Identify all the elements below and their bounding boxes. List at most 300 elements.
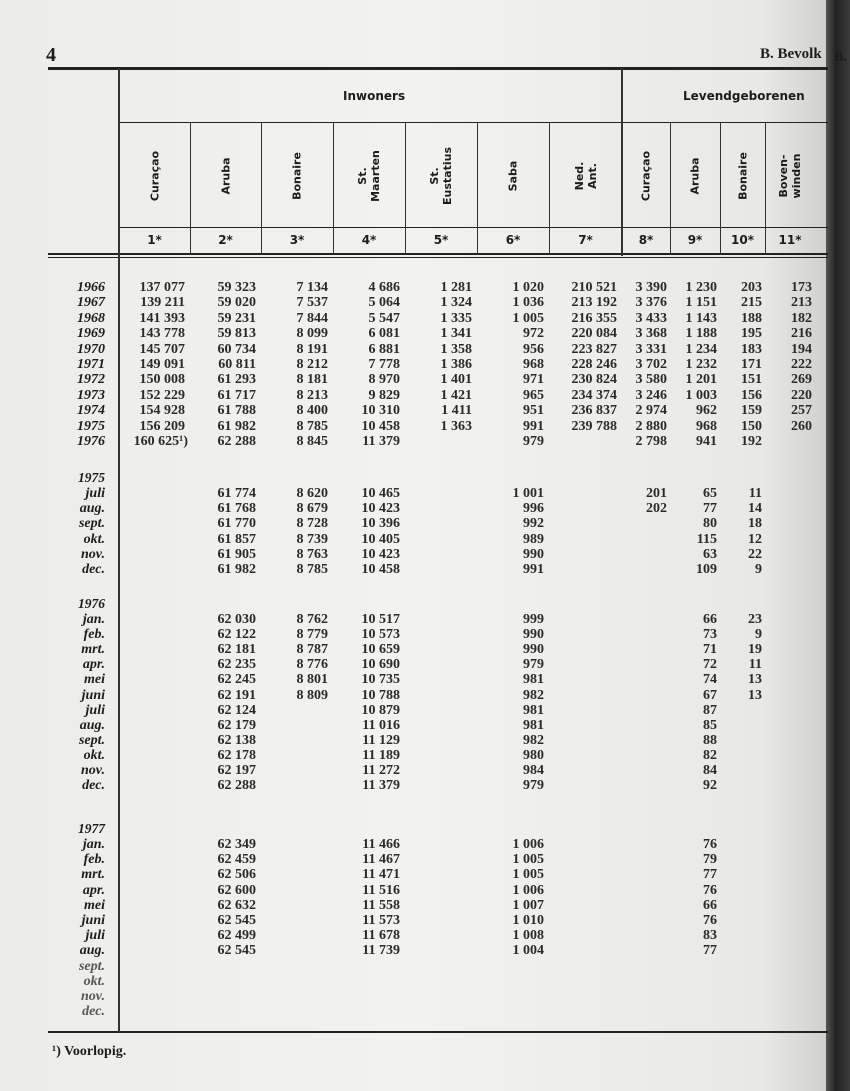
table-cell: 10 517 <box>361 612 400 627</box>
column-header: Bonaire <box>736 152 749 200</box>
column-header: Boven- winden <box>777 153 803 199</box>
row-label: juni <box>81 687 105 703</box>
table-cell: 213 <box>791 295 812 311</box>
table-cell: 188 <box>741 310 762 326</box>
table-cell: 141 393 <box>139 310 185 326</box>
table-cell: 260 <box>791 418 812 434</box>
table-cell: 62 288 <box>217 434 256 449</box>
table-cell: 234 374 <box>571 387 617 403</box>
table-cell: 76 <box>703 837 717 852</box>
table-cell: 11 573 <box>362 913 400 928</box>
table-cell: 62 191 <box>217 687 256 703</box>
table-cell: 11 516 <box>362 882 400 898</box>
table-cell: 10 458 <box>361 562 400 577</box>
table-cell: 61 982 <box>217 418 256 434</box>
table-cell: 1 005 <box>512 852 544 868</box>
table-cell: 1 143 <box>685 310 717 326</box>
table-cell: 11 272 <box>362 763 400 778</box>
table-cell: 59 020 <box>217 295 256 311</box>
table-cell: 1 230 <box>685 280 717 295</box>
table-cell: 85 <box>703 717 717 733</box>
table-cell: 61 293 <box>217 372 256 388</box>
table-cell: 990 <box>523 627 544 643</box>
row-label: feb. <box>83 852 105 868</box>
table-cell: 60 734 <box>217 341 256 357</box>
table-cell: 13 <box>748 687 762 703</box>
row-label: juli <box>85 702 105 718</box>
table-cell: 1 411 <box>441 403 472 419</box>
table-cell: 5 547 <box>368 310 400 326</box>
table-cell: 3 702 <box>635 357 667 372</box>
table-cell: 62 124 <box>217 702 256 718</box>
table-cell: 154 928 <box>139 403 185 419</box>
table-cell: 62 499 <box>217 928 256 944</box>
table-cell: 990 <box>523 546 544 562</box>
table-cell: 202 <box>646 501 667 517</box>
table-cell: 1 201 <box>685 372 717 388</box>
table-cell: 19 <box>748 642 762 658</box>
table-cell: 183 <box>741 341 762 357</box>
column-rule <box>405 123 406 255</box>
table-cell: 7 537 <box>296 295 328 311</box>
column-rule <box>549 123 550 255</box>
table-cell: 971 <box>523 372 544 388</box>
table-cell: 62 179 <box>217 717 256 733</box>
row-label: juli <box>85 486 105 501</box>
table-cell: 979 <box>523 778 544 794</box>
table-cell: 8 787 <box>296 642 328 658</box>
table-cell: 72 <box>703 657 717 673</box>
table-cell: 8 679 <box>296 501 328 517</box>
row-label: sept. <box>78 958 105 974</box>
table-cell: 137 077 <box>139 280 185 295</box>
table-cell: 61 857 <box>217 531 256 547</box>
row-label: aug. <box>79 943 105 959</box>
row-label: nov. <box>81 546 105 562</box>
table-cell: 8 801 <box>296 672 328 688</box>
table-cell: 171 <box>741 357 762 372</box>
table-cell: 8 809 <box>296 687 328 703</box>
column-header: Curaçao <box>148 150 161 202</box>
table-cell: 192 <box>741 434 762 449</box>
label-column-rule <box>118 68 120 1032</box>
table-cell: 62 506 <box>217 867 256 883</box>
row-label: dec. <box>82 1004 105 1020</box>
column-number: 3* <box>289 233 305 247</box>
table-cell: 979 <box>523 434 544 449</box>
row-label: apr. <box>82 882 105 898</box>
column-number: 2* <box>218 233 233 247</box>
table-cell: 62 600 <box>217 882 256 898</box>
table-cell: 11 379 <box>362 434 400 449</box>
table-cell: 216 <box>791 326 812 342</box>
column-rule <box>720 123 721 255</box>
table-cell: 1 421 <box>440 387 472 403</box>
table-cell: 12 <box>748 531 762 547</box>
table-cell: 1 386 <box>440 357 472 372</box>
table-cell: 991 <box>523 418 544 434</box>
table-cell: 8 776 <box>296 657 328 673</box>
row-label: 1967 <box>77 295 105 311</box>
row-label: dec. <box>82 778 105 794</box>
table-cell: 156 <box>741 387 762 403</box>
table-cell: 6 081 <box>368 326 400 342</box>
column-number: 11* <box>778 233 802 247</box>
column-header: St. Maarten <box>356 150 382 202</box>
table-cell: 65 <box>703 486 717 501</box>
table-cell: 8 728 <box>296 516 328 532</box>
row-label: mei <box>84 897 105 913</box>
table-cell: 1 335 <box>440 310 472 326</box>
table-cell: 3 331 <box>635 341 667 357</box>
table-cell: 8 213 <box>296 387 328 403</box>
table-cell: 59 323 <box>217 280 256 295</box>
row-label: jan. <box>82 612 105 627</box>
table-bottom-rule <box>48 1031 828 1033</box>
header-bottom-rule <box>48 253 828 255</box>
row-label: dec. <box>82 562 105 577</box>
table-cell: 77 <box>703 501 717 517</box>
table-cell: 62 632 <box>217 897 256 913</box>
table-cell: 11 678 <box>362 928 400 944</box>
table-cell: 151 <box>741 372 762 388</box>
table-cell: 965 <box>523 387 544 403</box>
row-label: 1969 <box>77 326 105 342</box>
column-rule <box>670 123 671 255</box>
table-cell: 150 008 <box>139 372 185 388</box>
group-title-inwoners: Inwoners <box>343 89 406 103</box>
column-rule <box>261 123 262 255</box>
table-cell: 1 232 <box>685 357 717 372</box>
table-cell: 61 717 <box>217 387 256 403</box>
table-cell: 8 099 <box>296 326 328 342</box>
table-cell: 11 471 <box>362 867 400 883</box>
column-number: 4* <box>361 233 377 247</box>
table-cell: 1 358 <box>440 341 472 357</box>
column-header: Saba <box>506 160 520 192</box>
column-number: 7* <box>578 233 593 247</box>
table-cell: 62 349 <box>217 837 256 852</box>
table-cell: 195 <box>741 326 762 342</box>
footnote: ¹) Voorlopig. <box>52 1044 127 1059</box>
table-cell: 10 396 <box>361 516 400 532</box>
table-cell: 61 774 <box>217 486 256 501</box>
row-label: sept. <box>78 516 105 532</box>
table-cell: 1 324 <box>440 295 472 311</box>
table-cell: 79 <box>703 852 717 868</box>
row-label: juni <box>81 913 105 928</box>
table-cell: 269 <box>791 372 812 388</box>
table-cell: 88 <box>703 732 717 748</box>
table-cell: 67 <box>703 687 717 703</box>
table-cell: 62 235 <box>217 657 256 673</box>
table-cell: 3 376 <box>635 295 667 311</box>
row-label: nov. <box>81 989 105 1004</box>
column-header: Ned. Ant. <box>572 161 599 191</box>
row-label: mei <box>84 672 105 688</box>
table-cell: 139 211 <box>140 295 185 311</box>
table-cell: 972 <box>523 326 544 342</box>
table-cell: 10 310 <box>361 403 400 419</box>
table-cell: 7 844 <box>296 310 328 326</box>
row-label: 1976 <box>77 434 105 449</box>
row-label: 1971 <box>77 357 105 372</box>
table-cell: 1 005 <box>512 310 544 326</box>
row-label: 1968 <box>77 310 105 326</box>
table-cell: 991 <box>523 562 544 577</box>
table-cell: 8 970 <box>368 372 400 388</box>
table-cell: 66 <box>703 897 717 913</box>
table-cell: 10 423 <box>361 546 400 562</box>
table-cell: 62 459 <box>217 852 256 868</box>
table-cell: 11 189 <box>362 747 400 763</box>
table-cell: 92 <box>703 778 717 794</box>
table-cell: 8 212 <box>296 357 328 372</box>
table-cell: 62 138 <box>217 732 256 748</box>
table-cell: 87 <box>703 702 717 718</box>
table-cell: 956 <box>523 341 544 357</box>
table-cell: 9 829 <box>368 387 400 403</box>
table-cell: 83 <box>703 928 717 944</box>
table-cell: 992 <box>523 516 544 532</box>
table-cell: 11 558 <box>362 897 400 913</box>
table-cell: 61 982 <box>217 562 256 577</box>
table-cell: 7 134 <box>296 280 328 295</box>
table-cell: 1 036 <box>512 295 544 311</box>
table-cell: 62 122 <box>217 627 256 643</box>
column-rule <box>477 123 478 255</box>
book-spine <box>826 0 850 1091</box>
table-cell: 3 580 <box>635 372 667 388</box>
column-header: Curaçao <box>639 150 653 202</box>
table-cell: 82 <box>703 747 717 763</box>
table-cell: 1 008 <box>512 928 544 944</box>
table-cell: 5 064 <box>368 295 400 311</box>
table-cell: 11 016 <box>362 717 400 733</box>
table-cell: 1 007 <box>512 897 544 913</box>
table-cell: 61 768 <box>217 501 256 517</box>
table-cell: 1 341 <box>440 326 472 342</box>
table-cell: 62 288 <box>217 778 256 794</box>
table-cell: 62 545 <box>217 913 256 928</box>
table-cell: 61 770 <box>217 516 256 532</box>
table-cell: 4 686 <box>368 280 400 295</box>
table-cell: 11 466 <box>362 837 400 852</box>
table-cell: 2 880 <box>635 418 667 434</box>
table-cell: 979 <box>523 657 544 673</box>
column-rule <box>190 123 191 255</box>
table-cell: 3 246 <box>635 387 667 403</box>
row-label: 1975 <box>77 418 105 434</box>
table-cell: 159 <box>741 403 762 419</box>
table-cell: 77 <box>703 943 717 959</box>
section-year-heading: 1975 <box>78 470 105 485</box>
table-cell: 59 231 <box>217 310 256 326</box>
table-cell: 76 <box>703 913 717 928</box>
table-cell: 1 281 <box>440 280 472 295</box>
row-label: 1973 <box>77 387 105 403</box>
table-cell: 982 <box>523 732 544 748</box>
table-cell: 149 091 <box>139 357 185 372</box>
table-cell: 8 191 <box>296 341 328 357</box>
table-cell: 23 <box>748 612 762 627</box>
row-label: okt. <box>83 531 105 547</box>
table-cell: 8 845 <box>296 434 328 449</box>
table-cell: 77 <box>703 867 717 883</box>
table-cell: 59 813 <box>217 326 256 342</box>
table-cell: 115 <box>696 531 717 547</box>
section-year-heading: 1977 <box>78 821 105 836</box>
table-cell: 1 363 <box>440 418 472 434</box>
table-cell: 222 <box>791 357 812 372</box>
row-label: juli <box>85 928 105 944</box>
table-cell: 62 178 <box>217 747 256 763</box>
column-number: 10* <box>731 233 754 247</box>
table-cell: 8 762 <box>296 612 328 627</box>
table-cell: 11 467 <box>362 852 400 868</box>
group-rule <box>118 122 828 123</box>
table-cell: 990 <box>523 642 544 658</box>
table-cell: 22 <box>748 546 762 562</box>
table-cell: 1 005 <box>512 867 544 883</box>
table-cell: 1 006 <box>512 837 544 852</box>
table-cell: 9 <box>755 627 762 643</box>
table-cell: 951 <box>523 403 544 419</box>
table-cell: 1 001 <box>512 486 544 501</box>
table-cell: 71 <box>703 642 717 658</box>
column-number: 8* <box>638 233 654 247</box>
table-cell: 150 <box>741 418 762 434</box>
column-number: 6* <box>505 233 521 247</box>
table-cell: 156 209 <box>139 418 185 434</box>
row-label: aug. <box>79 717 105 733</box>
table-cell: 215 <box>741 295 762 311</box>
row-label: mrt. <box>81 642 105 658</box>
table-cell: 60 811 <box>218 357 256 372</box>
table-cell: 109 <box>696 562 717 577</box>
table-cell: 1 151 <box>685 295 717 311</box>
column-header: Aruba <box>688 157 702 195</box>
table-cell: 61 788 <box>217 403 256 419</box>
table-cell: 10 788 <box>361 687 400 703</box>
table-cell: 18 <box>748 516 762 532</box>
table-cell: 10 879 <box>361 702 400 718</box>
table-cell: 1 401 <box>440 372 472 388</box>
colnum-rule <box>118 227 828 228</box>
table-cell: 8 620 <box>296 486 328 501</box>
column-number: 5* <box>433 233 449 247</box>
table-cell: 10 573 <box>361 627 400 643</box>
table-cell: 66 <box>703 612 717 627</box>
table-cell: 1 234 <box>685 341 717 357</box>
table-cell: 982 <box>523 687 544 703</box>
table-cell: 3 433 <box>635 310 667 326</box>
table-cell: 257 <box>791 403 812 419</box>
table-cell: 210 521 <box>571 280 617 295</box>
table-cell: 981 <box>523 717 544 733</box>
row-label: 1974 <box>77 403 105 419</box>
table-cell: 8 779 <box>296 627 328 643</box>
table-cell: 74 <box>703 672 717 688</box>
table-cell: 3 368 <box>635 326 667 342</box>
row-label: okt. <box>83 747 105 763</box>
row-label: 1966 <box>77 280 105 295</box>
table-cell: 1 010 <box>512 913 544 928</box>
table-cell: 11 129 <box>362 732 400 748</box>
column-rule <box>765 123 766 255</box>
table-cell: 11 739 <box>362 943 400 959</box>
table-cell: 996 <box>523 501 544 517</box>
table-cell: 201 <box>646 486 667 501</box>
table-cell: 10 423 <box>361 501 400 517</box>
table-cell: 62 545 <box>217 943 256 959</box>
table-cell: 1 003 <box>685 387 717 403</box>
table-cell: 3 390 <box>635 280 667 295</box>
table-cell: 8 785 <box>296 562 328 577</box>
table-cell: 194 <box>791 341 812 357</box>
table-cell: 230 824 <box>571 372 617 388</box>
table-cell: 8 400 <box>296 403 328 419</box>
table-cell: 62 030 <box>217 612 256 627</box>
table-cell: 61 905 <box>217 546 256 562</box>
table-cell: 6 881 <box>368 341 400 357</box>
row-label: okt. <box>83 973 105 989</box>
table-cell: 999 <box>523 612 544 627</box>
column-number: 9* <box>687 233 703 247</box>
table-cell: 223 827 <box>571 341 617 357</box>
group-title-levendgeborenen: Levendgeborenen <box>683 89 805 103</box>
table-cell: 62 197 <box>217 763 256 778</box>
table-cell: 989 <box>523 531 544 547</box>
table-cell: 62 181 <box>217 642 256 658</box>
column-rule <box>333 123 334 255</box>
table-cell: 8 785 <box>296 418 328 434</box>
row-label: apr. <box>82 657 105 673</box>
row-label: mrt. <box>81 867 105 883</box>
running-head: B. Bevolk <box>760 46 822 62</box>
table-cell: 220 084 <box>571 326 617 342</box>
table-cell: 152 229 <box>139 387 185 403</box>
table-cell: 8 181 <box>296 372 328 388</box>
page-number: 4 <box>46 44 56 66</box>
column-header: Aruba <box>219 157 232 195</box>
table-cell: 1 004 <box>512 943 544 959</box>
table-cell: 9 <box>755 562 762 577</box>
table-cell: 984 <box>523 763 544 778</box>
row-label: sept. <box>78 732 105 748</box>
table-cell: 980 <box>523 747 544 763</box>
section-year-heading: 1976 <box>78 596 105 611</box>
table-cell: 80 <box>703 516 717 532</box>
table-cell: 968 <box>523 357 544 372</box>
table-cell: 10 735 <box>361 672 400 688</box>
column-header: St. Eustatius <box>428 147 454 205</box>
table-cell: 13 <box>748 672 762 688</box>
row-label: 1970 <box>77 341 105 357</box>
table-cell: 1 006 <box>512 882 544 898</box>
row-label: 1972 <box>77 372 105 388</box>
table-cell: 11 379 <box>362 778 400 794</box>
table-cell: 7 778 <box>368 357 400 372</box>
table-cell: 981 <box>523 702 544 718</box>
table-cell: 160 625¹) <box>133 434 188 449</box>
table-cell: 143 778 <box>139 326 185 342</box>
table-cell: 981 <box>523 672 544 688</box>
header-bottom-rule-2 <box>48 257 828 258</box>
row-label: aug. <box>79 501 105 517</box>
table-cell: 2 798 <box>635 434 667 449</box>
table-cell: 239 788 <box>571 418 617 434</box>
